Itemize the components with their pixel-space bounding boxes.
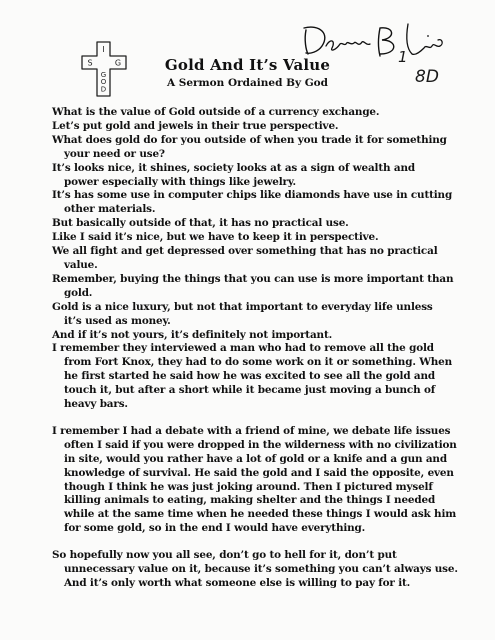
svg-text:G: G — [114, 58, 122, 68]
body-line: We all fight and get depressed over something that has no practical value. — [52, 245, 438, 271]
handwritten-code: 8D — [415, 67, 439, 87]
body-line: Like I said it’s nice, but we have to keep it in perspective. — [52, 231, 379, 244]
sermon-body — [52, 106, 492, 591]
svg-text:G: G — [100, 71, 107, 79]
body-line: What is the value of Gold outside of a currency exchange. — [52, 106, 380, 118]
svg-text:I: I — [102, 45, 105, 54]
svg-text:D: D — [100, 85, 107, 94]
page-number: 1 — [398, 48, 408, 66]
body-line: And if it’s not yours, it’s definitely not important. — [52, 328, 333, 341]
svg-text:O: O — [100, 78, 107, 86]
paragraph-conclusion: So hopefully now you all see, don’t go to hell for it, don’t put unnecessary value on it, because it’s something you can’t always use. And it’s only worth what someone else is willing to pay for it. — [52, 549, 458, 589]
body-line: Gold is a nice luxury, but not that important to everyday life unless it’s used as money. — [52, 300, 433, 327]
body-line: I remember they interviewed a man who had to remove all the gold from Fort Knox, they had to do some work on it or something. When he first started he said how he was excited to see all the gold and touch it, but after a short while it became just moving a bunch of heavy bars. — [52, 342, 453, 411]
paragraph-debate: I remember I had a debate with a friend of mine, we debate life issues often I said if you were dropped in the wilderness with no civilization in site, would you rather have a lot of gold or a knife and a gun and knowledge of survival. He said the gold and I said the opposite, even though I think he was just joking around. Then I pictured myself killing animals to eating, making shelter and the things I needed while at the same time when he needed these things I would ask him for some gold, so in the end I would have everything. — [52, 424, 457, 535]
body-line: But basically outside of that, it has no practical use. — [52, 217, 349, 230]
body-line: Let’s put gold and jewels in their true perspective. — [52, 119, 339, 132]
svg-text:S: S — [87, 58, 93, 68]
body-line: What does gold do for you outside of when you trade it for something your need or use? — [52, 133, 447, 160]
page-title: Gold And It’s Value — [164, 56, 331, 74]
body-line: Remember, buying the things that you can use is more important than gold. — [52, 272, 454, 299]
page-subtitle: A Sermon Ordained By God — [166, 77, 329, 89]
body-line: It’s has some use in computer chips like diamonds have use in cutting other materials. — [52, 189, 453, 216]
body-line: It’s looks nice, it shines, society looks at as a sign of wealth and power especially with things like jewelry. — [52, 161, 415, 188]
